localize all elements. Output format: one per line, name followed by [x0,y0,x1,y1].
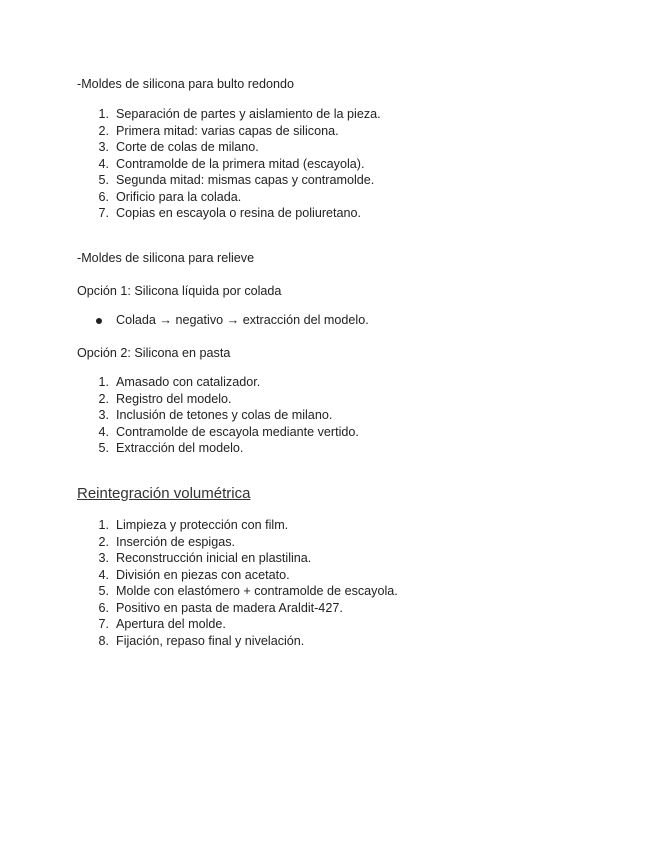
section-title-relieve: -Moldes de silicona para relieve [77,251,255,265]
section-heading-reintegracion: Reintegración volumétrica [77,485,251,502]
document-page: -Moldes de silicona para bulto redondo 1. Separación de partes y aislamiento de la pieza. 2. Primera mitad: varias capas de silicona. 3. Corte de colas de milano. 4. Contramolde de la primera mitad (escayola). 5. Segunda mitad: mismas capas y contramolde. 6. Orificio para la colada. 7. Copias en escayola o resina de poliuretano. -Moldes de silicona para relieve Opción 1: Silicona líquida por colada Colada → negativo → extracción del modelo. Opción 2: Silicona en pasta 1. Amasado con catalizador. 2. Registro del modelo. 3. Inclusión de tetones y colas de milano. 4. Contramolde de escayola mediante vertido. 5. Extracción del modelo. Reintegración volumétrica 1. Limpieza y protección con film. 2. Inserción de espigas. 3. Reconstrucción inicial en plastilina. 4. División en piezas con acetato. 5. Molde con elastómero + contramolde de escayola. 6. Positivo en pasta de madera Araldit-427. 7. Apertura del molde. 8. Fijación, repaso final y nivelación. [77,77,398,648]
option1-title: Opción 1: Silicona líquida por colada [77,284,282,298]
option2-title: Opción 2: Silicona en pasta [77,346,231,360]
bullet-icon [96,318,102,324]
section-title-bulto-redondo: -Moldes de silicona para bulto redondo [77,77,295,91]
